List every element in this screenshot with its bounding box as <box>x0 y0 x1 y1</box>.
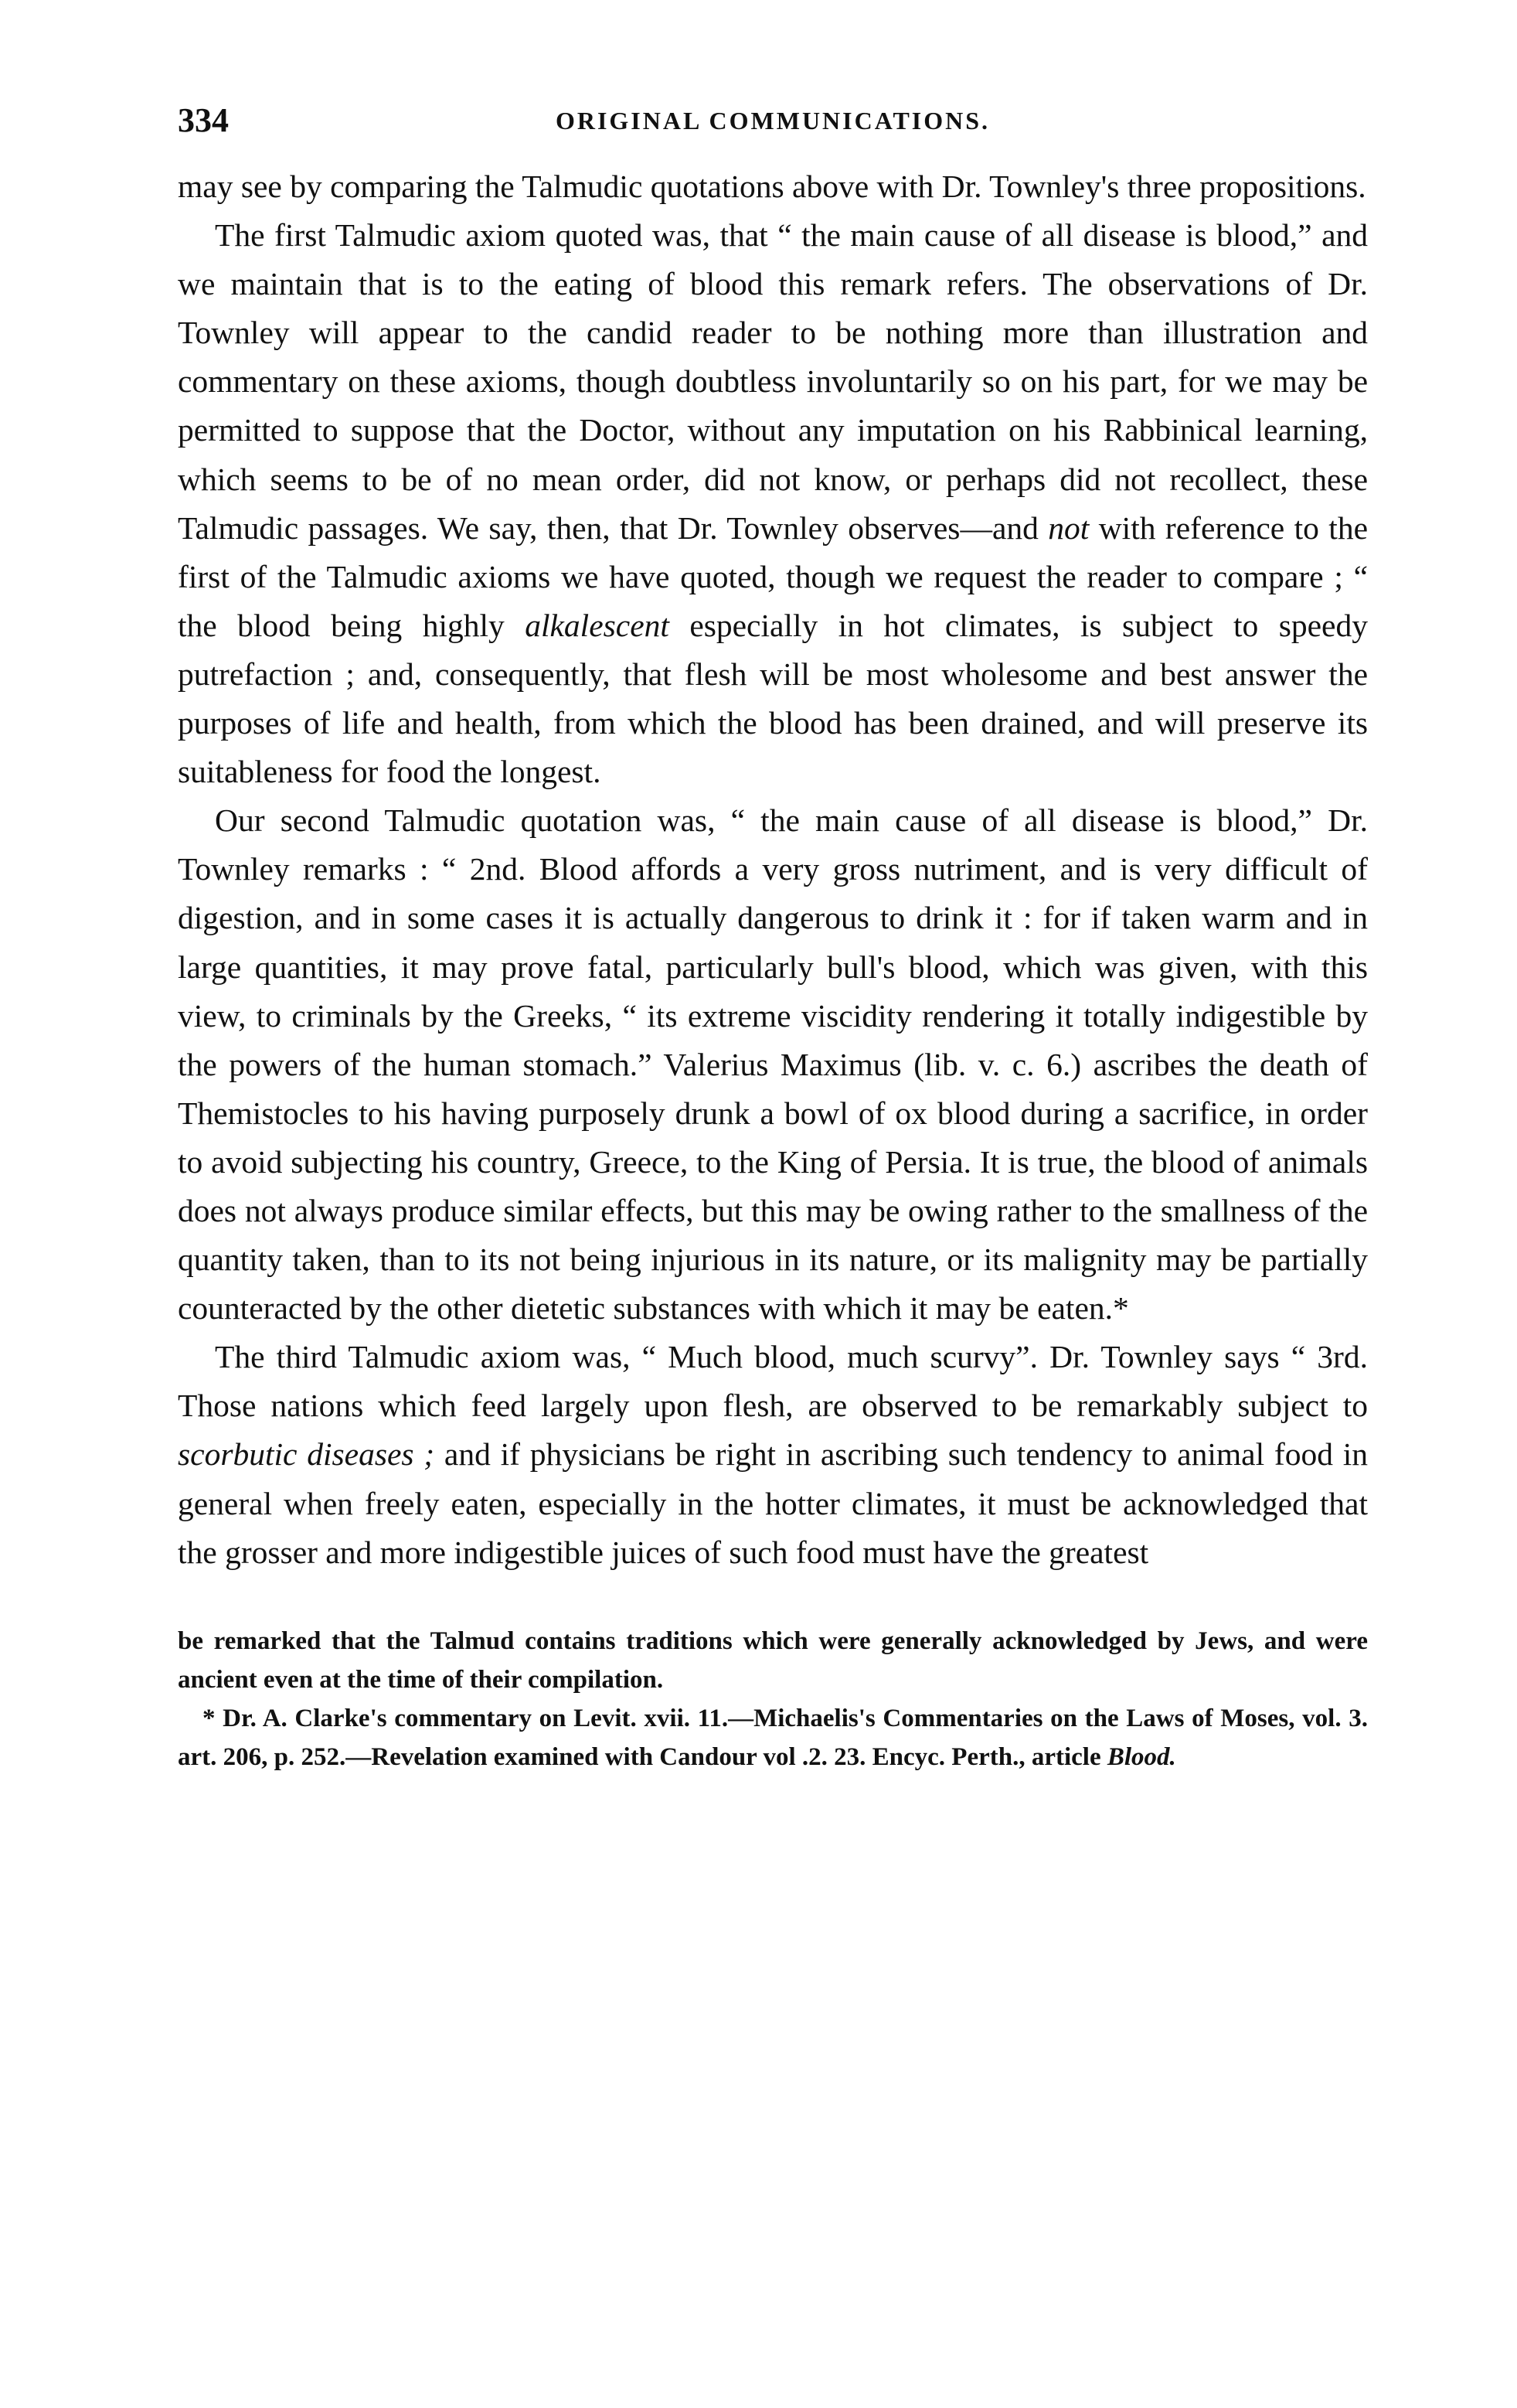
footnotes <box>178 1622 1368 1776</box>
emphasis-blood: Blood. <box>1107 1742 1176 1771</box>
page-header <box>178 100 1368 162</box>
paragraph-third-axiom <box>178 1333 1368 1576</box>
emphasis-alkalescent: alkalescent <box>525 607 669 643</box>
emphasis-not: not <box>1048 509 1090 546</box>
footnote-text: * Dr. A. Clarke's commentary on Levit. xvii. 11.—Michaelis's Commentaries on the Laws of Moses, vol. 3. art. 206, p. 252.—Revelation examined with Candour vol .2. 23. Encyc. Perth., article <box>178 1704 1368 1771</box>
paragraph-text: The first Talmudic axiom quoted was, that “ the main cause of all disease is blood,” and we maintain that is to the eating of blood this remark refers. The observations of Dr. Townley will appear to the candid reader to be nothing more than illustration and commentary on these axioms, though doubtless involuntarily so on his part, for we may be permitted to suppose that the Doctor, without any imputation on his Rabbinical learning, which seems to be of no mean order, did not know, or perhaps did not recollect, these Talmudic passages. We say, then, that Dr. Townley observes—and <box>178 217 1368 546</box>
paragraph-first-axiom <box>178 211 1368 796</box>
page-number: 334 <box>178 101 229 139</box>
paragraph-text: especially in hot climates, is subject to speedy putrefaction ; and, consequently, that flesh will be most wholesome and best answer the purposes of life and health, from which the blood has been drained, and will preserve its suitableness for food the longest. <box>178 607 1368 790</box>
paragraph-second-quotation: Our second Talmudic quotation was, “ the main cause of all disease is blood,” Dr. Townley remarks : “ 2nd. Blood affords a very gross nutriment, and is very difficult of digestion, and in some cases it is actually dangerous to drink it : for if taken warm and in large quantities, it may prove fatal, particularly bull's blood, which was given, with this view, to criminals by the Greeks, “ its extreme viscidity rendering it totally indigestible by the powers of the human stomach.” Valerius Maximus (lib. v. c. 6.) ascribes the death of Themistocles to his having purposely drunk a bowl of ox blood during a sacrifice, in order to avoid subjecting his country, Greece, to the King of Persia. It is true, the blood of animals does not always produce similar effects, but this may be owing rather to the smallness of the quantity taken, than to its not being injurious in its nature, or its malignity may be partially counteracted by the other dietetic substances with which it may be eaten.* <box>178 802 1368 1327</box>
paragraph-text: with reference to the first of the Talmudic axioms we have quoted, though we request the reader to compare ; “ the blood being highly <box>178 509 1368 643</box>
book-page <box>178 100 1368 1776</box>
paragraph-text: The third Talmudic axiom was, “ Much blood, much scurvy”. Dr. Townley says “ 3rd. Those nations which feed largely upon flesh, are observed to be remarkably subject to <box>178 1339 1368 1424</box>
paragraph-continuation: may see by comparing the Talmudic quotations above with Dr. Townley's three propositions. <box>178 169 1366 204</box>
paragraph-text: and if physicians be right in ascribing such tendency to animal food in general when freely eaten, especially in the hotter climates, it must be acknowledged that the grosser and more indigestible juices of such food must have the greatest <box>178 1436 1368 1570</box>
footnote-asterisk <box>178 1699 1368 1776</box>
emphasis-scorbutic-diseases: scorbutic diseases ; <box>178 1436 435 1473</box>
footnote-continuation: be remarked that the Talmud contains traditions which were generally acknowledged by Jews, and were ancient even at the time of their compilation. <box>178 1626 1368 1694</box>
running-head: ORIGINAL COMMUNICATIONS. <box>555 107 991 135</box>
body-text <box>178 162 1368 1577</box>
